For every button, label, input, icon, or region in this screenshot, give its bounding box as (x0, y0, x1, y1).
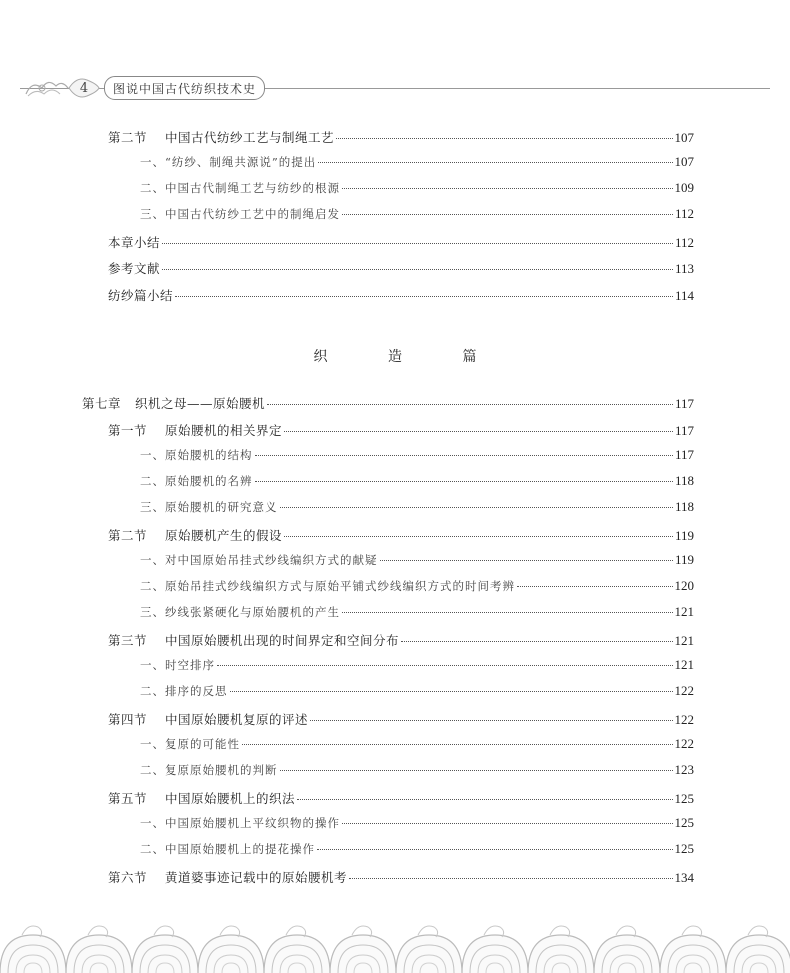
leader-dots (342, 188, 673, 189)
leader-dots (162, 243, 673, 244)
toc-entry[interactable] (140, 657, 694, 679)
leader-dots (380, 560, 673, 561)
part-title: 织 造 篇 (313, 349, 505, 365)
toc-entry-page: 118 (674, 499, 694, 514)
leader-dots (280, 770, 673, 771)
toc-entry-title: “纺纱、制绳共源说”的提出 (165, 155, 317, 169)
toc-entry-title: 纱线张紧硬化与原始腰机的产生 (165, 605, 340, 619)
toc-entry-title: 中国原始腰机上平纹织物的操作 (165, 816, 340, 830)
toc-entry[interactable] (108, 233, 694, 255)
toc-entry-label: 二、 (140, 842, 165, 856)
toc-entry[interactable] (108, 128, 694, 150)
toc-entry[interactable] (140, 447, 694, 469)
leader-dots (255, 481, 673, 482)
toc-entry-label: 第五节 (108, 791, 148, 806)
toc-entry-label: 第三节 (108, 633, 148, 648)
toc-entry[interactable] (140, 578, 694, 600)
leader-dots (310, 720, 672, 721)
toc-entry[interactable] (108, 789, 694, 811)
toc-entry-title: 中国原始腰机出现的时间界定和空间分布 (165, 633, 400, 648)
leader-dots (317, 849, 673, 850)
toc-entry-chapter[interactable] (82, 394, 694, 416)
toc-entry-page: 122 (674, 683, 694, 698)
toc-entry-page: 125 (674, 791, 694, 806)
toc-entry-page: 118 (674, 473, 694, 488)
toc-entry-label: 第七章 (82, 396, 122, 411)
toc-entry-title: 复原的可能性 (165, 737, 240, 751)
leader-dots (342, 612, 673, 613)
toc-entry-title: 中国古代纺纱工艺中的制绳启发 (165, 207, 340, 221)
toc-entry-label: 第二节 (108, 130, 148, 145)
toc-entry[interactable] (108, 526, 694, 548)
toc-entry-page: 121 (674, 633, 694, 648)
leader-dots (162, 269, 673, 270)
toc-entry-label: 一、 (140, 658, 165, 672)
toc-entry[interactable] (140, 604, 694, 626)
running-title: 图说中国古代纺织技术史 (104, 76, 265, 100)
toc-entry-label: 二、 (140, 474, 165, 488)
leader-dots (242, 744, 673, 745)
toc-entry-title: 时空排序 (165, 658, 215, 672)
toc-entry[interactable] (140, 206, 694, 228)
toc-entry[interactable] (108, 286, 694, 308)
toc-entry-page: 117 (674, 396, 694, 411)
leader-dots (318, 162, 672, 163)
toc-entry-title: 参考文献 (108, 261, 161, 276)
leader-dots (342, 823, 673, 824)
toc-entry-page: 121 (674, 604, 694, 619)
toc-entry-title: 中国古代纺纱工艺与制绳工艺 (165, 130, 335, 145)
toc-entry-label: 一、 (140, 553, 165, 567)
toc-entry-page: 125 (674, 815, 694, 830)
leader-dots (284, 536, 673, 537)
toc-entry-page: 122 (674, 712, 694, 727)
toc-entry-title: 中国原始腰机复原的评述 (165, 712, 309, 727)
toc-entry-label: 三、 (140, 605, 165, 619)
toc-entry[interactable] (140, 815, 694, 837)
toc-entry-label: 第二节 (108, 528, 148, 543)
toc-entry-page: 109 (674, 180, 694, 195)
toc-entry-label: 一、 (140, 816, 165, 830)
toc-entry-page: 122 (674, 736, 694, 751)
leader-dots (297, 799, 672, 800)
toc-entry[interactable] (140, 841, 694, 863)
toc-entry-page: 112 (674, 206, 694, 221)
toc-entry[interactable] (108, 710, 694, 732)
toc-entry[interactable] (108, 259, 694, 281)
wave-border-decoration (0, 905, 790, 973)
toc-entry-label: 二、 (140, 763, 165, 777)
toc-entry-page: 114 (674, 288, 694, 303)
toc-entry-label: 第四节 (108, 712, 148, 727)
toc-entry-label: 第一节 (108, 423, 148, 438)
leader-dots (230, 691, 673, 692)
toc-entry[interactable] (140, 180, 694, 202)
toc-entry-page: 107 (674, 154, 694, 169)
toc-entry[interactable] (140, 736, 694, 758)
toc-entry-page: 107 (674, 130, 694, 145)
toc-entry-label: 二、 (140, 579, 165, 593)
toc-entry-page: 121 (674, 657, 694, 672)
toc-entry[interactable] (108, 868, 694, 890)
toc-entry-title: 本章小结 (108, 235, 161, 250)
toc-entry-page: 120 (674, 578, 694, 593)
toc-entry[interactable] (108, 421, 694, 443)
toc-entry-title: 纺纱篇小结 (108, 288, 174, 303)
toc-entry[interactable] (140, 762, 694, 784)
toc-entry-label: 三、 (140, 207, 165, 221)
toc-entry-title: 中国原始腰机上的织法 (165, 791, 296, 806)
toc-entry-title: 中国原始腰机上的提花操作 (165, 842, 315, 856)
leader-dots (284, 431, 673, 432)
toc-entry-page: 119 (674, 552, 694, 567)
toc-entry-page: 112 (674, 235, 694, 250)
toc-entry-title: 复原原始腰机的判断 (165, 763, 278, 777)
toc-entry-page: 134 (674, 870, 694, 885)
toc-entry-title: 织机之母——原始腰机 (135, 396, 266, 411)
toc-entry-title: 原始吊挂式纱线编织方式与原始平铺式纱线编织方式的时间考辨 (165, 579, 515, 593)
leader-dots (280, 507, 673, 508)
leader-dots (336, 138, 672, 139)
toc-entry-label: 三、 (140, 500, 165, 514)
toc-entry-title: 中国古代制绳工艺与纺纱的根源 (165, 181, 340, 195)
leader-dots (401, 641, 672, 642)
leader-dots (349, 878, 672, 879)
leader-dots (255, 455, 673, 456)
toc-entry-page: 113 (674, 261, 694, 276)
leader-dots (217, 665, 673, 666)
toc-entry-label: 一、 (140, 448, 165, 462)
leader-dots (175, 296, 673, 297)
toc-entry-page: 125 (674, 841, 694, 856)
toc-entry-page: 117 (674, 423, 694, 438)
toc-entry-title: 原始腰机的相关界定 (165, 423, 283, 438)
toc-entry-label: 二、 (140, 684, 165, 698)
toc-entry-label: 第六节 (108, 870, 148, 885)
toc-entry-label: 一、 (140, 155, 165, 169)
toc-entry[interactable] (140, 683, 694, 705)
toc-entry[interactable] (140, 552, 694, 574)
leader-dots (517, 586, 673, 587)
toc-entry-label: 二、 (140, 181, 165, 195)
toc-entry-title: 黄道婆事迹记载中的原始腰机考 (165, 870, 348, 885)
toc-entry-label: 一、 (140, 737, 165, 751)
toc-entry[interactable] (108, 631, 694, 653)
toc-entry-title: 原始腰机的名辨 (165, 474, 253, 488)
toc-entry-title: 对中国原始吊挂式纱线编织方式的献疑 (165, 553, 378, 567)
leader-dots (267, 404, 673, 405)
toc-entry[interactable] (140, 473, 694, 495)
toc-entry-page: 123 (674, 762, 694, 777)
toc-entry-title: 原始腰机产生的假设 (165, 528, 283, 543)
toc-entry-title: 原始腰机的研究意义 (165, 500, 278, 514)
toc-entry[interactable] (140, 499, 694, 521)
toc-entry-page: 119 (674, 528, 694, 543)
toc-entry[interactable] (140, 154, 694, 176)
toc-entry-title: 排序的反思 (165, 684, 228, 698)
leader-dots (342, 214, 673, 215)
page-number: 4 (79, 80, 89, 96)
toc-entry-page: 117 (674, 447, 694, 462)
toc-entry-title: 原始腰机的结构 (165, 448, 253, 462)
